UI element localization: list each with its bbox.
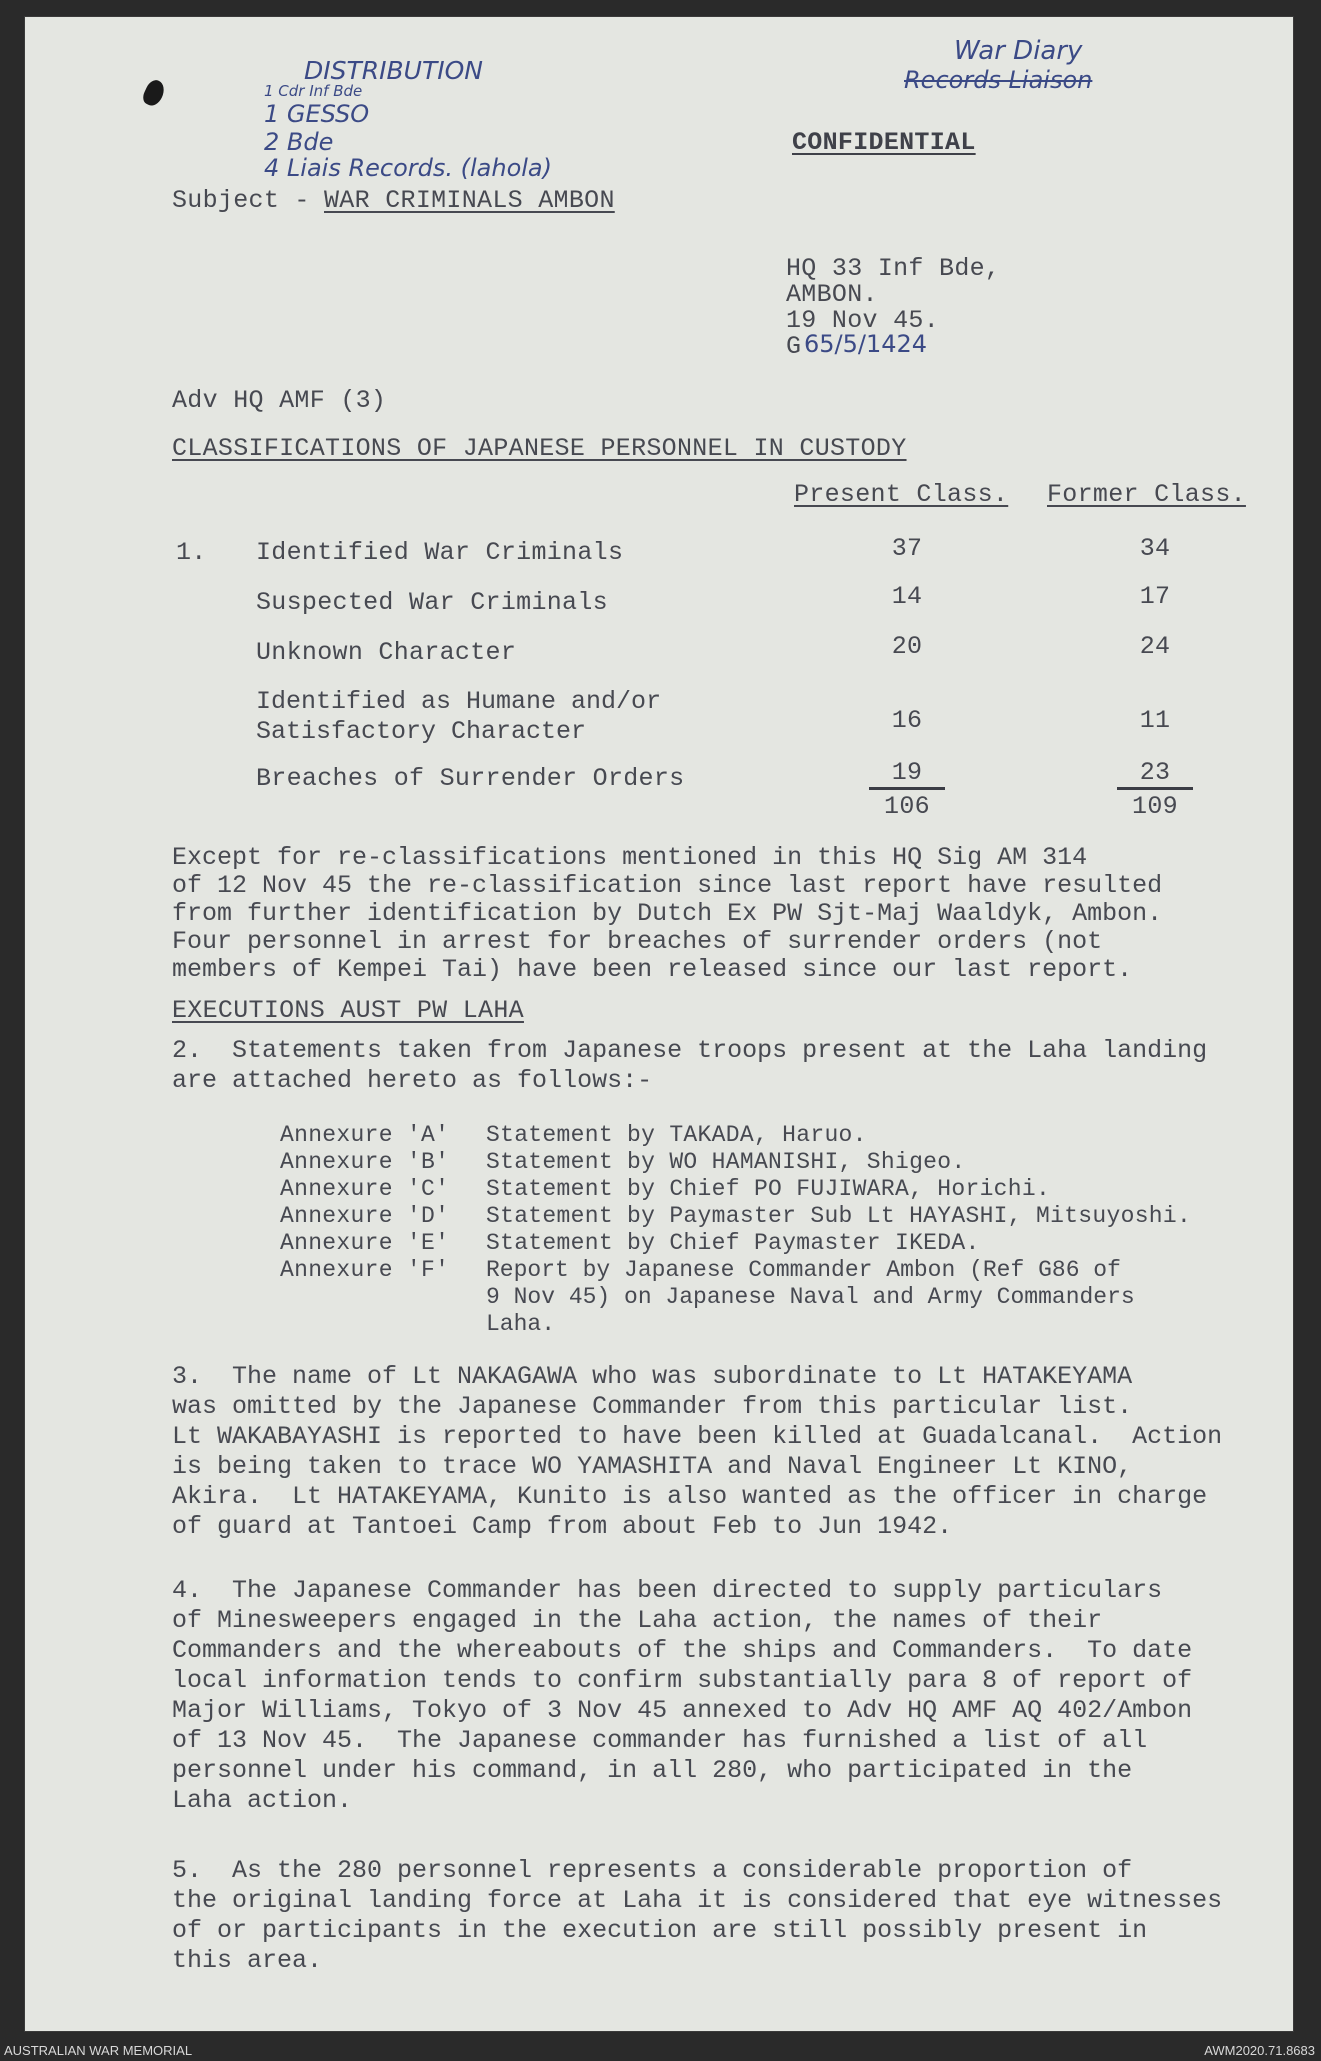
column-header-former: Former Class. bbox=[1047, 480, 1246, 509]
classifications-heading: CLASSIFICATIONS OF JAPANESE PERSONNEL IN CUSTODY bbox=[172, 434, 907, 463]
addressee: Adv HQ AMF (3) bbox=[172, 386, 387, 415]
paragraph-2: 2. Statements taken from Japanese troops present at the Laha landing are attached hereto as follows:- bbox=[172, 1036, 1208, 1095]
annexure-label: Annexure 'F' bbox=[280, 1257, 450, 1283]
records-liaison-note: Records Liaison bbox=[904, 66, 1093, 94]
table-row-label: Unknown Character bbox=[256, 638, 517, 667]
annexure-text: Statement by Chief Paymaster IKEDA. bbox=[486, 1230, 980, 1256]
subject-label: Subject - bbox=[172, 186, 310, 215]
distribution-item: 1 GESSO bbox=[264, 100, 370, 128]
file-ref-prefix: G bbox=[786, 332, 802, 361]
footer-accession: AWM2020.71.8683 bbox=[1204, 2043, 1315, 2058]
table-cell-former: 11 bbox=[1139, 706, 1171, 735]
ink-blot bbox=[140, 77, 167, 108]
annexure-label: Annexure 'C' bbox=[280, 1176, 450, 1202]
table-row-label: Identified War Criminals bbox=[256, 538, 624, 567]
annexure-label: Annexure 'D' bbox=[280, 1203, 450, 1229]
table-cell-former: 34 bbox=[1139, 534, 1171, 563]
from-line: HQ 33 Inf Bde, bbox=[786, 254, 1001, 283]
table-cell-present: 19 bbox=[891, 758, 923, 787]
annexure-text: Statement by TAKADA, Haruo. bbox=[486, 1122, 867, 1148]
footer-source: AUSTRALIAN WAR MEMORIAL bbox=[4, 2043, 193, 2058]
reclassification-note: Except for re-classifications mentioned in this HQ Sig AM 314 of 12 Nov 45 the re-classification since last report have resulted from further identification by Dutch Ex PW Sjt-Maj Waaldyk, Ambon. Four personnel in arrest for breaches of surrender orders (not members of Kempei Tai) have been released since our last report. bbox=[172, 843, 1163, 984]
table-cell-present: 20 bbox=[891, 632, 923, 661]
annexure-text: Statement by Chief PO FUJIWARA, Horichi. bbox=[486, 1176, 1051, 1202]
paragraph-4: 4. The Japanese Commander has been directed to supply particulars of Minesweepers engaged in the Laha action, the names of their Commanders and the whereabouts of the ships and Commanders. To date local information tends to confirm substantially para 8 of report of Major Williams, Tokyo of 3 Nov 45 annexed to Adv HQ AMF AQ 402/Ambon of 13 Nov 45. The Japanese commander has furnished a list of all personnel under his command, in all 280, who participated in the Laha action. bbox=[172, 1576, 1193, 1815]
paragraph-3: 3. The name of Lt NAKAGAWA who was subordinate to Lt HATAKEYAMA was omitted by the Japanese Commander from this particular list. Lt WAKABAYASHI is reported to have been killed at Guadalcanal. Action is being taken to trace WO YAMASHITA and Naval Engineer Lt KINO, Akira. Lt HATAKEYAMA, Kunito is also wanted as the officer in charge of guard at Tantoei Camp from about Feb to Jun 1942. bbox=[172, 1362, 1223, 1541]
war-diary-note: War Diary bbox=[954, 36, 1083, 66]
column-header-present: Present Class. bbox=[794, 480, 1009, 509]
annexure-label: Annexure 'A' bbox=[280, 1122, 450, 1148]
file-ref-handwritten: 65/5/1424 bbox=[804, 330, 928, 358]
distribution-title: DISTRIBUTION bbox=[304, 56, 483, 85]
executions-heading: EXECUTIONS AUST PW LAHA bbox=[172, 996, 524, 1025]
table-cell-present: 37 bbox=[891, 534, 923, 563]
table-cell-present: 14 bbox=[891, 582, 923, 611]
total-rule-present bbox=[869, 787, 945, 790]
paragraph-number: 1. bbox=[176, 538, 207, 567]
annexure-label: Annexure 'E' bbox=[280, 1230, 450, 1256]
distribution-item: 1 Cdr Inf Bde bbox=[264, 82, 363, 100]
classification-stamp: CONFIDENTIAL bbox=[792, 128, 976, 157]
document-page bbox=[24, 16, 1294, 2032]
table-cell-former: 17 bbox=[1139, 582, 1171, 611]
table-row-label: Breaches of Surrender Orders bbox=[256, 764, 685, 793]
table-cell-former: 23 bbox=[1139, 758, 1171, 787]
total-former: 109 bbox=[1132, 792, 1178, 821]
table-row-label: Suspected War Criminals bbox=[256, 588, 608, 617]
from-line: AMBON. bbox=[786, 280, 878, 309]
table-row-label: Identified as Humane and/or Satisfactory Character bbox=[256, 687, 662, 746]
total-rule-former bbox=[1117, 787, 1193, 790]
annexure-text: Statement by WO HAMANISHI, Shigeo. bbox=[486, 1149, 966, 1175]
distribution-item: 2 Bde bbox=[264, 128, 334, 156]
total-present: 106 bbox=[884, 792, 930, 821]
table-cell-former: 24 bbox=[1139, 632, 1171, 661]
annexure-text: Report by Japanese Commander Ambon (Ref G86 of 9 Nov 45) on Japanese Naval and Army Commanders Laha. bbox=[486, 1257, 1135, 1337]
annexure-label: Annexure 'B' bbox=[280, 1149, 450, 1175]
annexure-text: Statement by Paymaster Sub Lt HAYASHI, Mitsuyoshi. bbox=[486, 1203, 1192, 1229]
from-line: 19 Nov 45. bbox=[786, 306, 940, 335]
distribution-item: 4 Liais Records. (lahola) bbox=[264, 154, 552, 182]
table-cell-present: 16 bbox=[891, 706, 923, 735]
paragraph-5: 5. As the 280 personnel represents a considerable proportion of the original landing force at Laha it is considered that eye witnesses of or participants in the execution are still possibly present in this area. bbox=[172, 1856, 1223, 1975]
subject-value: WAR CRIMINALS AMBON bbox=[324, 186, 615, 215]
